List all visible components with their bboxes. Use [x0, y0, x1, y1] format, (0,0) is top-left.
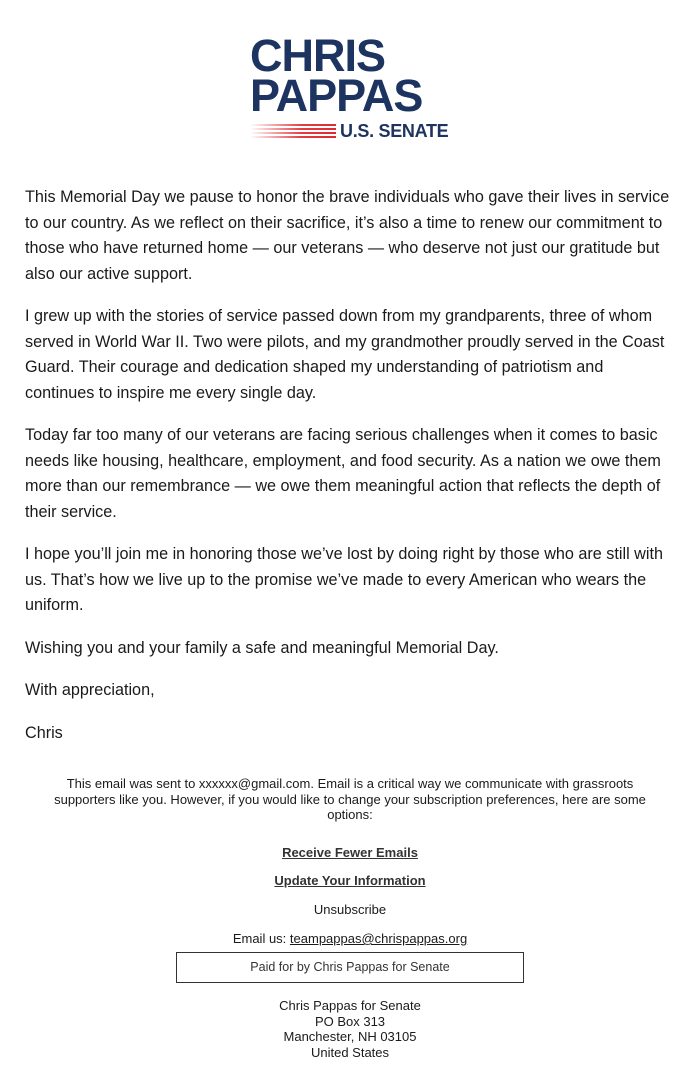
email-us-label: Email us:: [232, 931, 287, 946]
address-city: Manchester, NH 03105: [283, 1029, 417, 1044]
contact-email-link[interactable]: teampappas@chrispappas.org: [289, 931, 468, 946]
body-paragraph: I grew up with the stories of service passed down from my grandparents, three of whom served in World War II. Two were pilots, and my grandmother proudly served in the Coast Guard. Their courage and dedication shaped my understanding of patriotism and continues to inspire me every single day.: [25, 307, 665, 402]
logo-senate-label: U.S. SENATE: [340, 121, 449, 141]
sign-off: With appreciation,: [25, 681, 155, 699]
address-org: Chris Pappas for Senate: [279, 998, 421, 1013]
body-paragraph: I hope you’ll join me in honoring those we’ve lost by doing right by those who are still with us. That’s how we live up to the promise we’ve made to every American who wears the uniform.: [25, 545, 663, 614]
body-paragraph: This Memorial Day we pause to honor the brave individuals who gave their lives in service to our country. As we reflect on their sacrifice, it’s also a time to renew our commitment to those who have returned home — our veterans — who deserve not just our gratitude but also our active support.: [25, 188, 670, 283]
email-footer: [50, 776, 650, 947]
address-country: United States: [310, 1044, 390, 1060]
subscription-notice: This email was sent to xxxxxx@gmail.com. Email is a critical way we communicate with grassroots supporters like you. However, if you would like to change your subscription preferences, here are some options:: [54, 776, 646, 822]
body-paragraph: Today far too many of our veterans are facing serious challenges when it comes to basic needs like housing, healthcare, employment, and food security. As a nation we owe them more than our remembrance — we owe them meaningful action that reflects the depth of their service.: [25, 426, 661, 521]
flag-stripes-icon: [250, 123, 336, 139]
mailing-address: [200, 998, 500, 1060]
logo-last-name: PAPPAS: [250, 70, 423, 121]
receive-fewer-emails-link[interactable]: Receive Fewer Emails: [282, 844, 418, 860]
signature: Chris: [25, 723, 63, 742]
paid-for-disclaimer: Paid for by Chris Pappas for Senate: [176, 952, 524, 983]
logo-first-name: CHRIS: [250, 30, 386, 81]
contact-email-line: [50, 931, 650, 947]
email-body: [25, 185, 675, 763]
update-information-link[interactable]: Update Your Information: [274, 873, 426, 888]
closing-wish: Wishing you and your family a safe and meaningful Memorial Day.: [25, 638, 499, 657]
address-box: PO Box 313: [314, 1013, 386, 1029]
unsubscribe-link[interactable]: Unsubscribe: [313, 901, 387, 917]
campaign-logo: [250, 30, 452, 142]
